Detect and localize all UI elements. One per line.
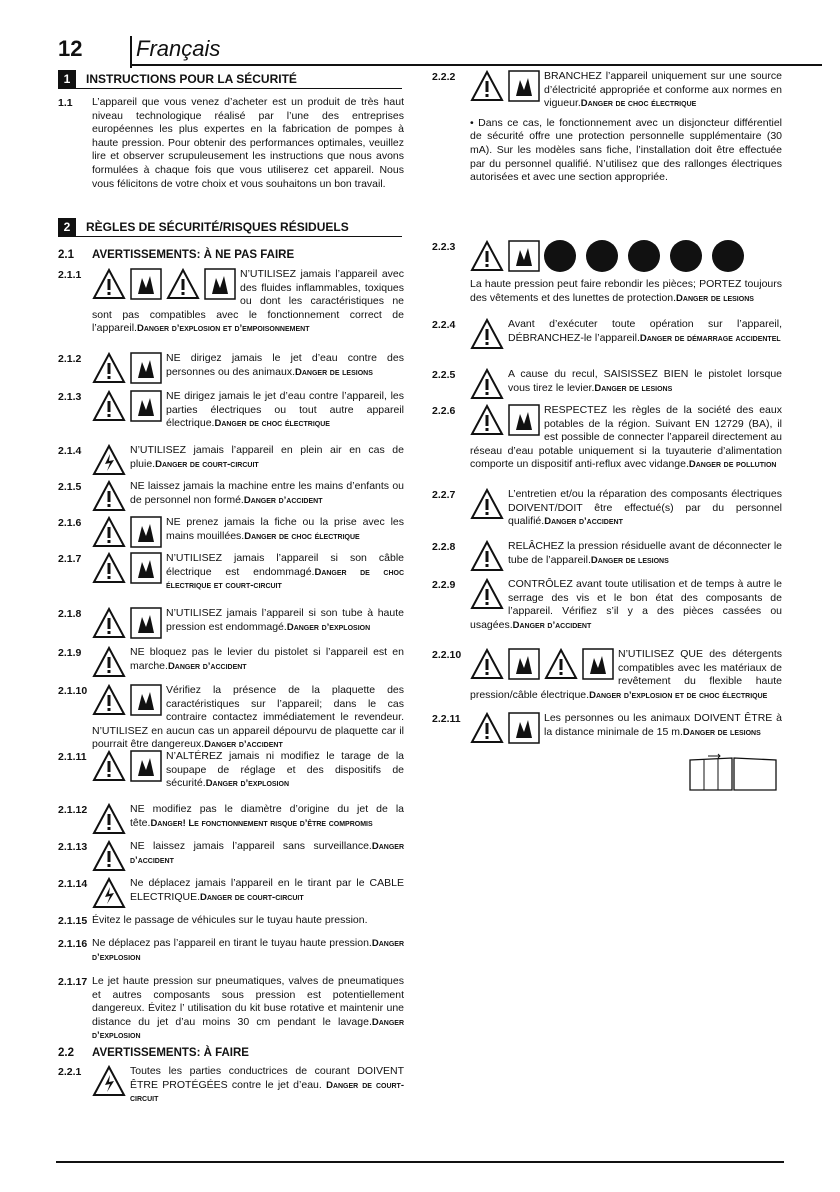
hazard-icon (92, 646, 130, 676)
hazard-icon (92, 268, 240, 298)
danger-label: Danger de lesions (676, 292, 754, 304)
danger-label: Danger d’accident (130, 841, 404, 866)
hazard-icon (92, 607, 166, 637)
section-title: RÈGLES DE SÉCURITÉ/RISQUES RÉSIDUELS (86, 220, 349, 234)
danger-label: Danger d’explosion (92, 938, 404, 963)
item-text: NE laissez jamais l’appareil sans surveillance.Danger d’accident (92, 840, 404, 870)
danger-label: Danger d’explosion (92, 1016, 404, 1042)
section-heading-1 (58, 70, 402, 89)
danger-label: Danger d’accident (204, 739, 283, 751)
section-heading-2 (58, 218, 402, 237)
hazard-icon (92, 552, 166, 582)
danger-label: Danger de choc électrique et court-circuit (166, 566, 404, 592)
item-number: 2.2.9 (432, 579, 456, 591)
hazard-icon (92, 390, 166, 420)
item-number: 2.2.8 (432, 541, 456, 553)
item-text: La haute pression peut faire rebondir les pièces; PORTEZ toujours des vêtements et des lunettes de protection.Danger de lesions (470, 278, 782, 304)
item-number: 2.2.1 (58, 1066, 82, 1078)
item-text: N’UTILISEZ jamais l’appareil si son tube à haute pression est endommagé.Danger d’explosion (92, 607, 404, 637)
intro-paragraph: L’appareil que vous venez d’acheter est un produit de très haut niveau technologique réalisé par l’une des entreprises européennes les plus expertes en la fabrication de pompes à haute pression. Pour obtenir des performances optimales, veuillez lire et observer scrupuleusement les instructions que nous avons formulées à chaque fois que vous utiliserez cet appareil. Nous vous félicitons de votre choix et vous souhaitons un bon travail. (92, 96, 404, 190)
danger-label: Danger de lesions (594, 382, 673, 394)
danger-label: Danger de court-circuit (155, 458, 259, 470)
hazard-icon (470, 540, 508, 570)
danger-label: Danger d’explosion (286, 621, 371, 633)
item-number: 2.1.3 (58, 391, 82, 403)
item-number: 2.1.6 (58, 517, 82, 529)
item-text: N’ALTÉREZ jamais ni modifiez le tarage de la soupape de réglage et des dispositifs de sécurité.Danger d’explosion (92, 750, 404, 791)
hazard-icon (92, 803, 130, 833)
danger-label: Danger d’accident (544, 516, 623, 528)
item-text: NE laissez jamais la machine entre les mains d’enfants ou de personnel non formé.Danger d’accident (92, 480, 404, 510)
item-text: RELÂCHEZ la pression résiduelle avant de déconnecter le tube de l’appareil.Danger de lesions (470, 540, 782, 570)
danger-label: Danger de lesions (295, 366, 373, 378)
item-number: 2.2.4 (432, 319, 456, 331)
hazard-icon (470, 404, 544, 434)
page-language: Français (136, 36, 221, 61)
section-number: 2 (58, 218, 76, 236)
danger-label: Danger! Le fonctionnement risque d’être compromis (150, 817, 373, 829)
item-text: NE bloquez pas le levier du pistolet si l’appareil est en marche.Danger d’accident (92, 646, 404, 676)
subsection-number: 2.2 (58, 1047, 74, 1059)
danger-label: Danger d’accident (243, 494, 323, 506)
item-text: N’UTILISEZ jamais l’appareil en plein air en cas de pluie.Danger de court-circuit (92, 444, 404, 474)
item-number: 2.1.7 (58, 553, 82, 565)
item-number: 2.1.11 (58, 751, 87, 763)
item-number: 1.1 (58, 97, 73, 109)
item-text: Ne déplacez pas l’appareil en tirant le tuyau haute pression.Danger d’explosion (92, 937, 404, 963)
item-number: 2.1.13 (58, 841, 88, 853)
item-text: N’UTILISEZ jamais l’appareil avec des fluides inflammables, toxiques ou dont les caractéristiques ne sont pas compatibles avec le fonctionnement correct de l’appareil.Danger d’explosion et d’empoisonnement (92, 268, 404, 335)
danger-label: Danger d’explosion et de choc électrique (589, 689, 768, 701)
section-title: INSTRUCTIONS POUR LA SÉCURITÉ (86, 72, 297, 86)
hazard-icon (470, 368, 508, 398)
item-number: 2.1.8 (58, 608, 82, 620)
item-text: NE modifiez pas le diamètre d’origine du jet de la tête.Danger! Le fonctionnement risque d’être compromis (92, 803, 404, 833)
extra-note: • Dans ce cas, le fonctionnement avec un disjoncteur différentiel de sécurité offre une protection personnelle supplémentaire (30 mA). Sur les modèles sans fiche, l’installation doit être effectuée par du personnel qualifié. N’utilisez que des rallonges électriques autorisées et avec une section appropriée. (470, 116, 782, 184)
danger-label: Danger de choc électrique (244, 530, 360, 542)
item-number: 2.1.5 (58, 481, 82, 493)
hazard-icon (92, 516, 166, 546)
danger-label: Danger de choc électrique (214, 418, 330, 430)
item-text: Vérifiez la présence de la plaquette des caractéristiques sur l’appareil; dans le cas contraire contactez immédiatement le revendeur. N’UTILISEZ en aucun cas un appareil dépourvu de plaquette car il pourrait être dangereux.Danger d’accident (92, 684, 404, 751)
item-text: Le jet haute pression sur pneumatiques, valves de pneumatiques et autres composants sous pression est potentiellement dangereux. Évitez l’ utilisation du kit buse rotative et maintenir une distance du jet d’au moins 30 cm pendant le lavage.Danger d’explosion (92, 975, 404, 1042)
item-number: 2.2.2 (432, 71, 456, 83)
page-number: 12 (58, 36, 83, 61)
header-rule (130, 64, 822, 66)
hazard-icon (92, 480, 130, 510)
item-text: Les personnes ou les animaux DOIVENT ÊTRE à la distance minimale de 15 m.Danger de lesions (470, 712, 782, 742)
danger-label: Danger d’explosion et d’empoisonnement (136, 323, 310, 335)
hazard-icon (470, 70, 544, 100)
item-number: 2.1.4 (58, 445, 82, 457)
hazard-icon (92, 750, 166, 780)
item-text: NE dirigez jamais le jet d’eau contre des personnes ou des animaux.Danger de lesions (92, 352, 404, 382)
hazard-icon (92, 444, 130, 474)
item-text: N’UTILISEZ QUE des détergents compatibles avec les matériaux de revêtement du flexible haute pression/câble électrique.Danger d’explosion et de choc électrique (470, 648, 782, 701)
item-text: Avant d’exécuter toute opération sur l’appareil, DÉBRANCHEZ-le l’appareil.Danger de démarrage accidentel (470, 318, 782, 348)
item-number: 2.1.14 (58, 878, 88, 890)
manual-book-icon (688, 752, 778, 792)
hazard-icon (92, 877, 130, 907)
danger-label: Danger de lesions (590, 554, 669, 566)
danger-label: Danger de lesions (682, 726, 761, 738)
section-number: 1 (58, 70, 76, 88)
danger-label: Danger d’accident (167, 660, 247, 672)
item-number: 2.1.16 (58, 938, 88, 950)
item-number: 2.1.12 (58, 804, 88, 816)
danger-label: Danger de choc électrique (580, 98, 697, 110)
item-number: 2.1.2 (58, 353, 82, 365)
hazard-icon (470, 318, 508, 348)
item-number: 2.2.7 (432, 489, 456, 501)
item-text: N’UTILISEZ jamais l’appareil si son câble électrique est endommagé.Danger de choc électrique et court-circuit (92, 552, 404, 593)
item-number: 2.2.10 (432, 649, 462, 661)
item-text: BRANCHEZ l’appareil uniquement sur une source d’électricité appropriée et conforme aux normes en vigueur.Danger de choc électrique • Dans ce cas, le fonctionnement avec un disjoncteur différentiel de sécurité offre une protection personnelle supplémentaire (30 mA). Sur les modèles sans fiche, l’installation doit être effectuée par du personnel qualifié. N’utilisez que des rallonges électriques autorisées et avec une section appropriée. (470, 70, 782, 184)
hazard-icon (470, 488, 508, 518)
item-text: Évitez le passage de véhicules sur le tuyau haute pression. (92, 914, 368, 926)
item-text: RESPECTEZ les règles de la société des eaux potables de la région. Suivant EN 12729 (BA), il est possible de connecter l’appareil directement au réseau d’eau potable uniquement si la tuyauterie d’alimentation comporte un dispositif anti-reflux avec vidange.Danger de pollution (470, 404, 782, 471)
item-text: Toutes les parties conductrices de courant DOIVENT ÊTRE PROTÉGÉES contre le jet d’eau. Danger de court-circuit (92, 1065, 404, 1106)
item-number: 2.2.3 (432, 241, 456, 253)
item-number: 2.1.17 (58, 976, 88, 988)
danger-label: Danger d’explosion (205, 778, 290, 790)
item-text: L’entretien et/ou la réparation des composants électriques DOIVENT/DOIT être effectué(s) par du personnel qualifié.Danger d’accident (470, 488, 782, 529)
danger-label: Danger de démarrage accidentel (639, 332, 781, 344)
hazard-icon (470, 578, 508, 608)
item-number: 2.2.11 (432, 713, 461, 725)
item-text: NE dirigez jamais le jet d’eau contre l’appareil, les parties électriques ou tout autre appareil électrique.Danger de choc électrique (92, 390, 404, 431)
item-number: 2.1.10 (58, 685, 88, 697)
hazard-icon (92, 840, 130, 870)
subsection-title: AVERTISSEMENTS: À NE PAS FAIRE (92, 249, 295, 261)
item-number: 2.2.5 (432, 369, 456, 381)
footer-rule (56, 1161, 784, 1163)
item-number: 2.1.1 (58, 269, 82, 281)
item-number: 2.1.15 (58, 915, 88, 927)
item-text: NE prenez jamais la fiche ou la prise avec les mains mouillées.Danger de choc électrique (92, 516, 404, 546)
item-text: Ne déplacez jamais l’appareil en le tirant par le CABLE ELECTRIQUE.Danger de court-circuit (92, 877, 404, 907)
item-number: 2.2.6 (432, 405, 456, 417)
subsection-title: AVERTISSEMENTS: À FAIRE (92, 1047, 249, 1059)
subsection-number: 2.1 (58, 249, 74, 261)
hazard-icon (92, 1065, 130, 1095)
danger-label: Danger d’accident (512, 619, 592, 631)
item-number: 2.1.9 (58, 647, 82, 659)
hazard-icon (92, 352, 166, 382)
danger-label: Danger de court-circuit (200, 891, 304, 903)
item-text: CONTRÔLEZ avant toute utilisation et de temps à autre le serrage des vis et le bon état des composants de l’appareil. Vérifiez s’il y a des pièces cassées ou usagées.Danger d’accident (470, 578, 782, 631)
ppe-icons (470, 240, 754, 272)
hazard-icon (92, 684, 166, 714)
hazard-icon (470, 648, 618, 678)
danger-label: Danger de pollution (688, 459, 777, 471)
hazard-icon (470, 712, 544, 742)
item-text: A cause du recul, SAISISSEZ BIEN le pistolet lorsque vous tirez le levier.Danger de lesions (470, 368, 782, 398)
